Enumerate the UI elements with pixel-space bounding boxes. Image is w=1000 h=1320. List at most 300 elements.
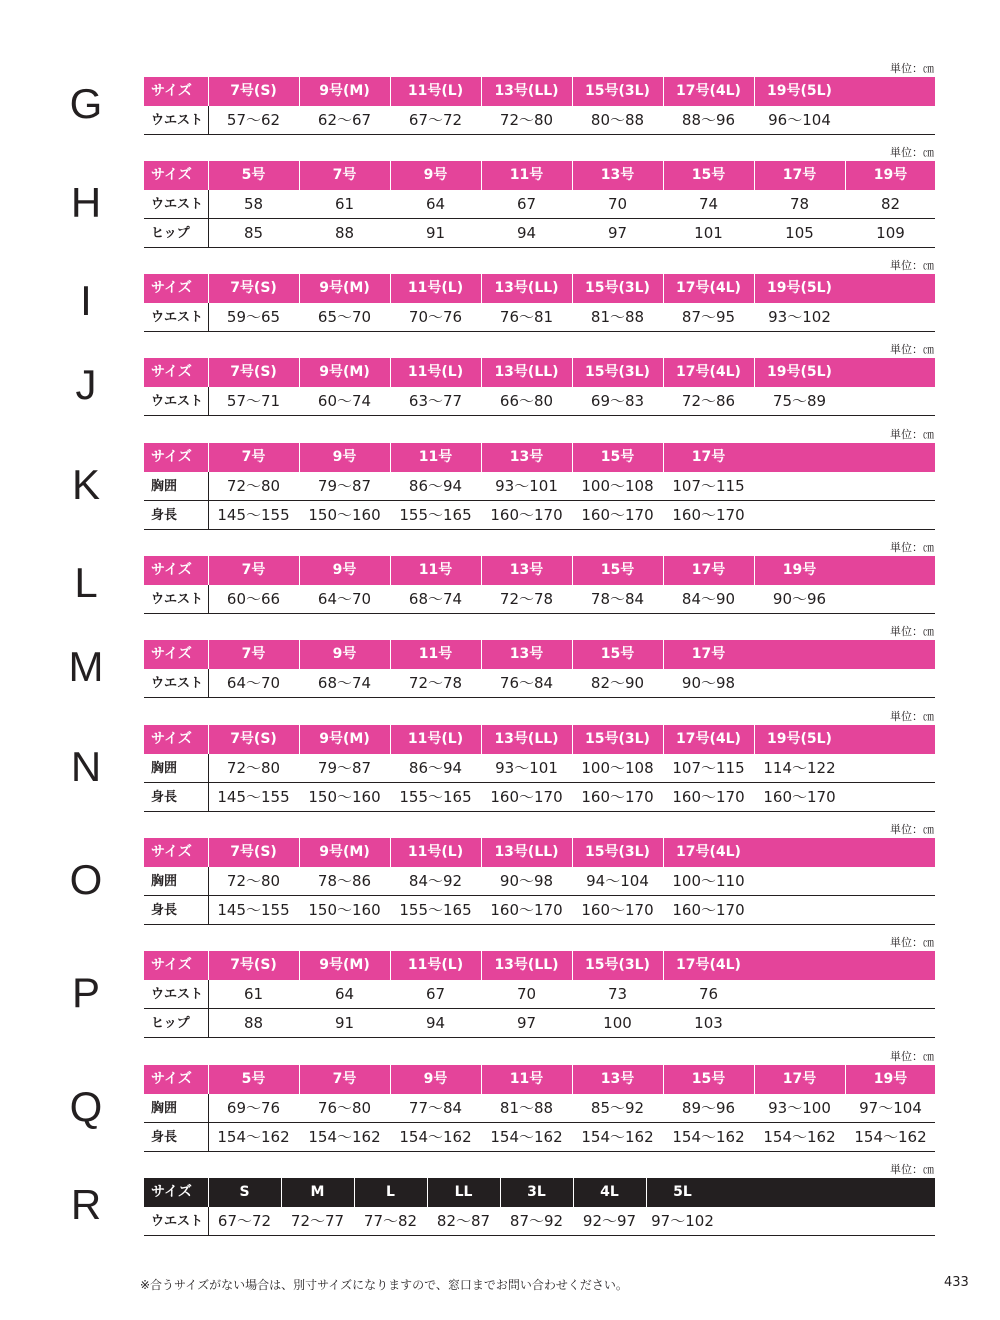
header-cell: 17号(4L) xyxy=(676,731,741,747)
header-cell: 11号 xyxy=(418,449,453,465)
table-cell: 160〜170 xyxy=(490,506,563,524)
table-cell: 88 xyxy=(334,224,355,242)
table-cell: 100〜110 xyxy=(672,872,745,890)
table-cell: 59〜65 xyxy=(226,308,281,326)
table-row xyxy=(144,1094,935,1123)
header-cell: 15号(3L) xyxy=(585,957,650,973)
header-cell: 13号 xyxy=(600,167,635,183)
table-cell: 72〜80 xyxy=(499,111,554,129)
series-letter: N xyxy=(70,742,102,790)
header-cell: 11号 xyxy=(509,167,544,183)
table-cell: 91 xyxy=(425,224,446,242)
table-cell: 65〜70 xyxy=(317,308,372,326)
unit-label: 単位：㎝ xyxy=(890,710,934,723)
header-cell: 17号 xyxy=(691,562,726,578)
header-cell: 17号 xyxy=(782,1071,817,1087)
header-cell: 9号(M) xyxy=(319,957,370,973)
table-cell: 76〜81 xyxy=(499,308,554,326)
unit-label: 単位：㎝ xyxy=(890,428,934,441)
row-label: ヒップ xyxy=(151,1016,190,1031)
table-cell: 64 xyxy=(334,985,355,1003)
header-cell: 11号(L) xyxy=(407,957,464,973)
unit-label: 単位：㎝ xyxy=(890,62,934,75)
header-cell: 3L xyxy=(527,1184,546,1200)
table-cell: 100 xyxy=(603,1014,632,1032)
table-cell: 93〜101 xyxy=(495,759,558,777)
header-cell: 13号 xyxy=(600,1071,635,1087)
header-row xyxy=(144,838,935,867)
table-cell: 160〜170 xyxy=(763,788,836,806)
table-cell: 100〜108 xyxy=(581,477,654,495)
size-table xyxy=(144,274,935,332)
table-cell: 97 xyxy=(516,1014,537,1032)
table-cell: 82〜87 xyxy=(436,1212,491,1230)
header-cell: 7号(S) xyxy=(230,364,277,380)
table-cell: 154〜162 xyxy=(490,1128,563,1146)
table-cell: 70 xyxy=(607,195,628,213)
size-table xyxy=(144,725,935,812)
table-cell: 101 xyxy=(694,224,723,242)
table-cell: 66〜80 xyxy=(499,392,554,410)
table-cell: 160〜170 xyxy=(581,788,654,806)
size-table xyxy=(144,77,935,135)
table-cell: 73 xyxy=(607,985,628,1003)
label-divider xyxy=(208,585,209,614)
unit-label: 単位：㎝ xyxy=(890,1050,934,1063)
table-cell: 78 xyxy=(789,195,810,213)
table-cell: 81〜88 xyxy=(590,308,645,326)
table-cell: 92〜97 xyxy=(582,1212,637,1230)
table-cell: 94 xyxy=(516,224,537,242)
series-letter: G xyxy=(69,80,103,127)
header-cell: 7号 xyxy=(241,646,266,662)
table-cell: 90〜96 xyxy=(772,590,827,608)
header-cell: 5号 xyxy=(241,167,266,183)
row-label: 胸囲 xyxy=(151,479,178,494)
header-row xyxy=(144,640,935,669)
table-cell: 160〜170 xyxy=(581,901,654,919)
table-cell: 61 xyxy=(334,195,355,213)
table-cell: 93〜101 xyxy=(495,477,558,495)
row-label: 胸囲 xyxy=(151,874,178,889)
header-label: サイズ xyxy=(151,1184,192,1200)
header-label: サイズ xyxy=(151,1071,192,1087)
table-row xyxy=(144,754,935,783)
table-cell: 82〜90 xyxy=(590,674,645,692)
table-cell: 155〜165 xyxy=(399,901,472,919)
table-cell: 75〜89 xyxy=(772,392,827,410)
table-cell: 62〜67 xyxy=(317,111,372,129)
table-row xyxy=(144,501,935,530)
header-cell: 9号(M) xyxy=(319,844,370,860)
table-cell: 67 xyxy=(516,195,537,213)
header-label: サイズ xyxy=(151,957,192,973)
row-label: ヒップ xyxy=(151,226,190,241)
table-cell: 89〜96 xyxy=(681,1099,736,1117)
table-row xyxy=(144,1123,935,1152)
table-cell: 155〜165 xyxy=(399,506,472,524)
table-cell: 160〜170 xyxy=(490,788,563,806)
row-label: 身長 xyxy=(151,1130,178,1145)
table-cell: 94 xyxy=(425,1014,446,1032)
table-cell: 87〜92 xyxy=(509,1212,564,1230)
row-label: 胸囲 xyxy=(151,761,178,776)
row-label: ウエスト xyxy=(151,676,204,691)
header-cell: 17号 xyxy=(782,167,817,183)
header-cell: 19号(5L) xyxy=(767,731,832,747)
header-label: サイズ xyxy=(151,364,192,380)
table-cell: 160〜170 xyxy=(581,506,654,524)
table-cell: 64〜70 xyxy=(226,674,281,692)
series-letter: M xyxy=(68,643,104,690)
table-cell: 86〜94 xyxy=(408,759,463,777)
table-cell: 160〜170 xyxy=(490,901,563,919)
header-cell: 9号 xyxy=(423,1071,448,1087)
table-cell: 79〜87 xyxy=(317,477,372,495)
table-row xyxy=(144,669,935,698)
table-cell: 107〜115 xyxy=(672,759,745,777)
header-cell: 15号(3L) xyxy=(585,83,650,99)
label-divider xyxy=(208,190,209,248)
table-cell: 72〜80 xyxy=(226,872,281,890)
header-label: サイズ xyxy=(151,449,192,465)
table-cell: 145〜155 xyxy=(217,901,290,919)
table-cell: 91 xyxy=(334,1014,355,1032)
header-cell: 11号(L) xyxy=(407,364,464,380)
table-cell: 145〜155 xyxy=(217,788,290,806)
header-cell: 15号 xyxy=(600,646,635,662)
table-cell: 160〜170 xyxy=(672,788,745,806)
table-cell: 76〜80 xyxy=(317,1099,372,1117)
table-cell: 154〜162 xyxy=(399,1128,472,1146)
table-cell: 69〜76 xyxy=(226,1099,281,1117)
table-cell: 67〜72 xyxy=(408,111,463,129)
header-row xyxy=(144,443,935,472)
table-cell: 154〜162 xyxy=(308,1128,381,1146)
header-cell: 19号(5L) xyxy=(767,364,832,380)
table-cell: 68〜74 xyxy=(408,590,463,608)
table-row xyxy=(144,472,935,501)
row-label: 胸囲 xyxy=(151,1101,178,1116)
header-cell: 17号(4L) xyxy=(676,844,741,860)
header-cell: 17号 xyxy=(691,646,726,662)
table-cell: 77〜82 xyxy=(363,1212,418,1230)
table-cell: 70〜76 xyxy=(408,308,463,326)
header-cell: 13号(LL) xyxy=(494,364,559,380)
table-cell: 72〜78 xyxy=(408,674,463,692)
table-cell: 58 xyxy=(243,195,264,213)
header-cell: 19号(5L) xyxy=(767,83,832,99)
header-cell: 11号(L) xyxy=(407,280,464,296)
table-cell: 90〜98 xyxy=(681,674,736,692)
table-cell: 67 xyxy=(425,985,446,1003)
table-cell: 60〜66 xyxy=(226,590,281,608)
series-letter: R xyxy=(70,1181,102,1228)
table-cell: 70 xyxy=(516,985,537,1003)
table-cell: 90〜98 xyxy=(499,872,554,890)
header-cell: 19号 xyxy=(873,1071,908,1087)
size-table xyxy=(144,358,935,416)
size-table xyxy=(144,1065,935,1152)
table-cell: 74 xyxy=(698,195,719,213)
header-cell: 7号 xyxy=(241,562,266,578)
unit-label: 単位：㎝ xyxy=(890,936,934,949)
table-cell: 60〜74 xyxy=(317,392,372,410)
header-cell: 7号(S) xyxy=(230,731,277,747)
header-label: サイズ xyxy=(151,562,192,578)
header-label: サイズ xyxy=(151,844,192,860)
table-cell: 105 xyxy=(785,224,814,242)
table-cell: 64 xyxy=(425,195,446,213)
table-row xyxy=(144,980,935,1009)
header-cell: L xyxy=(386,1184,395,1200)
header-cell: 9号 xyxy=(332,449,357,465)
header-cell: 17号 xyxy=(691,449,726,465)
header-cell: 9号(M) xyxy=(319,83,370,99)
table-cell: 97 xyxy=(607,224,628,242)
table-cell: 82 xyxy=(880,195,901,213)
header-cell: 19号(5L) xyxy=(767,280,832,296)
table-cell: 72〜77 xyxy=(290,1212,345,1230)
header-cell: 15号(3L) xyxy=(585,364,650,380)
page-number: 433 xyxy=(944,1275,969,1290)
table-cell: 78〜86 xyxy=(317,872,372,890)
header-cell: 7号 xyxy=(332,1071,357,1087)
table-cell: 57〜71 xyxy=(226,392,281,410)
header-cell: 9号 xyxy=(332,562,357,578)
table-cell: 87〜95 xyxy=(681,308,736,326)
table-cell: 94〜104 xyxy=(586,872,649,890)
header-cell: 13号 xyxy=(509,646,544,662)
header-label: サイズ xyxy=(151,646,192,662)
header-row xyxy=(144,274,935,303)
row-label: ウエスト xyxy=(151,197,204,212)
table-row xyxy=(144,219,935,248)
header-cell: 15号 xyxy=(691,1071,726,1087)
table-cell: 154〜162 xyxy=(763,1128,836,1146)
header-cell: M xyxy=(310,1184,325,1200)
header-cell: 13号 xyxy=(509,562,544,578)
table-cell: 84〜92 xyxy=(408,872,463,890)
header-row xyxy=(144,77,935,106)
header-row xyxy=(144,725,935,754)
label-divider xyxy=(208,980,209,1038)
header-cell: 7号 xyxy=(332,167,357,183)
series-letter: Q xyxy=(69,1082,103,1130)
unit-label: 単位：㎝ xyxy=(890,343,934,356)
table-cell: 96〜104 xyxy=(768,111,831,129)
header-cell: 7号(S) xyxy=(230,957,277,973)
series-letter: P xyxy=(71,968,100,1016)
table-row xyxy=(144,896,935,925)
header-cell: 17号(4L) xyxy=(676,280,741,296)
table-cell: 88〜96 xyxy=(681,111,736,129)
table-cell: 97〜104 xyxy=(859,1099,922,1117)
row-label: 身長 xyxy=(151,508,178,523)
header-cell: 11号(L) xyxy=(407,731,464,747)
table-row xyxy=(144,303,935,332)
label-divider xyxy=(208,472,209,530)
header-cell: 9号(M) xyxy=(319,280,370,296)
label-divider xyxy=(208,1207,209,1236)
header-cell: 7号 xyxy=(241,449,266,465)
table-cell: 76〜84 xyxy=(499,674,554,692)
unit-label: 単位：㎝ xyxy=(890,541,934,554)
header-cell: 11号 xyxy=(509,1071,544,1087)
table-cell: 97〜102 xyxy=(651,1212,714,1230)
table-row xyxy=(144,867,935,896)
header-cell: 17号(4L) xyxy=(676,957,741,973)
table-cell: 93〜100 xyxy=(768,1099,831,1117)
table-cell: 145〜155 xyxy=(217,506,290,524)
table-cell: 154〜162 xyxy=(672,1128,745,1146)
header-cell: 11号(L) xyxy=(407,844,464,860)
header-cell: 11号(L) xyxy=(407,83,464,99)
table-cell: 57〜62 xyxy=(226,111,281,129)
unit-label: 単位：㎝ xyxy=(890,1163,934,1176)
table-cell: 88 xyxy=(243,1014,264,1032)
header-cell: 13号(LL) xyxy=(494,844,559,860)
table-cell: 67〜72 xyxy=(217,1212,272,1230)
header-row xyxy=(144,161,935,190)
header-cell: 7号(S) xyxy=(230,844,277,860)
series-letter: I xyxy=(80,277,92,324)
unit-label: 単位：㎝ xyxy=(890,259,934,272)
table-cell: 155〜165 xyxy=(399,788,472,806)
table-cell: 160〜170 xyxy=(672,901,745,919)
table-cell: 85〜92 xyxy=(590,1099,645,1117)
table-cell: 79〜87 xyxy=(317,759,372,777)
header-cell: 17号(4L) xyxy=(676,364,741,380)
table-cell: 78〜84 xyxy=(590,590,645,608)
table-row xyxy=(144,106,935,135)
table-row xyxy=(144,1207,935,1236)
header-cell: 5号 xyxy=(241,1071,266,1087)
unit-label: 単位：㎝ xyxy=(890,823,934,836)
unit-label: 単位：㎝ xyxy=(890,146,934,159)
row-label: ウエスト xyxy=(151,394,204,409)
table-cell: 154〜162 xyxy=(854,1128,927,1146)
label-divider xyxy=(208,303,209,332)
series-letter: L xyxy=(74,559,98,606)
row-label: ウエスト xyxy=(151,1214,204,1229)
header-row xyxy=(144,951,935,980)
header-cell: 9号(M) xyxy=(319,364,370,380)
table-cell: 77〜84 xyxy=(408,1099,463,1117)
header-cell: 9号 xyxy=(423,167,448,183)
row-label: ウエスト xyxy=(151,987,204,1002)
size-table xyxy=(144,838,935,925)
header-cell: 7号(S) xyxy=(230,83,277,99)
header-row xyxy=(144,556,935,585)
size-table xyxy=(144,951,935,1038)
footnote: ※合うサイズがない場合は、別寸サイズになりますので、窓口までお問い合わせください。 xyxy=(140,1278,628,1292)
label-divider xyxy=(208,669,209,698)
header-cell: 17号(4L) xyxy=(676,83,741,99)
header-cell: S xyxy=(239,1184,250,1200)
table-row xyxy=(144,585,935,614)
table-cell: 107〜115 xyxy=(672,477,745,495)
table-cell: 64〜70 xyxy=(317,590,372,608)
table-cell: 80〜88 xyxy=(590,111,645,129)
table-cell: 68〜74 xyxy=(317,674,372,692)
header-label: サイズ xyxy=(151,83,192,99)
table-cell: 100〜108 xyxy=(581,759,654,777)
table-cell: 63〜77 xyxy=(408,392,463,410)
row-label: ウエスト xyxy=(151,310,204,325)
table-cell: 76 xyxy=(698,985,719,1003)
table-cell: 86〜94 xyxy=(408,477,463,495)
label-divider xyxy=(208,867,209,925)
table-cell: 72〜80 xyxy=(226,759,281,777)
table-cell: 81〜88 xyxy=(499,1099,554,1117)
unit-label: 単位：㎝ xyxy=(890,625,934,638)
series-letter: J xyxy=(75,361,97,408)
header-cell: 15号 xyxy=(600,562,635,578)
table-cell: 103 xyxy=(694,1014,723,1032)
header-cell: 11号 xyxy=(418,646,453,662)
series-letter: H xyxy=(70,178,102,226)
table-cell: 72〜78 xyxy=(499,590,554,608)
header-cell: 13号 xyxy=(509,449,544,465)
header-cell: 9号(M) xyxy=(319,731,370,747)
table-cell: 72〜86 xyxy=(681,392,736,410)
table-row xyxy=(144,190,935,219)
table-cell: 150〜160 xyxy=(308,788,381,806)
header-cell: 13号(LL) xyxy=(494,83,559,99)
size-table xyxy=(144,161,935,248)
table-cell: 84〜90 xyxy=(681,590,736,608)
header-cell: 13号(LL) xyxy=(494,957,559,973)
header-cell: 5L xyxy=(673,1184,692,1200)
header-cell: 19号 xyxy=(782,562,817,578)
header-cell: 15号 xyxy=(600,449,635,465)
header-label: サイズ xyxy=(151,280,192,296)
table-row xyxy=(144,387,935,416)
table-cell: 154〜162 xyxy=(217,1128,290,1146)
header-cell: LL xyxy=(454,1184,473,1200)
label-divider xyxy=(208,106,209,135)
label-divider xyxy=(208,387,209,416)
table-cell: 69〜83 xyxy=(590,392,645,410)
size-table xyxy=(144,640,935,698)
header-row xyxy=(144,1178,935,1207)
header-cell: 15号 xyxy=(691,167,726,183)
header-cell: 13号(LL) xyxy=(494,731,559,747)
header-cell: 7号(S) xyxy=(230,280,277,296)
row-label: ウエスト xyxy=(151,113,204,128)
table-row xyxy=(144,783,935,812)
table-cell: 85 xyxy=(243,224,264,242)
size-table xyxy=(144,443,935,530)
row-label: ウエスト xyxy=(151,592,204,607)
label-divider xyxy=(208,754,209,812)
table-cell: 72〜80 xyxy=(226,477,281,495)
table-cell: 160〜170 xyxy=(672,506,745,524)
header-cell: 11号 xyxy=(418,562,453,578)
row-label: 身長 xyxy=(151,903,178,918)
series-letter: O xyxy=(69,855,103,903)
header-row xyxy=(144,1065,935,1094)
table-cell: 150〜160 xyxy=(308,506,381,524)
header-label: サイズ xyxy=(151,731,192,747)
header-cell: 15号(3L) xyxy=(585,731,650,747)
header-cell: 4L xyxy=(600,1184,619,1200)
header-cell: 9号 xyxy=(332,646,357,662)
header-label: サイズ xyxy=(151,167,192,183)
header-row xyxy=(144,358,935,387)
row-label: 身長 xyxy=(151,790,178,805)
